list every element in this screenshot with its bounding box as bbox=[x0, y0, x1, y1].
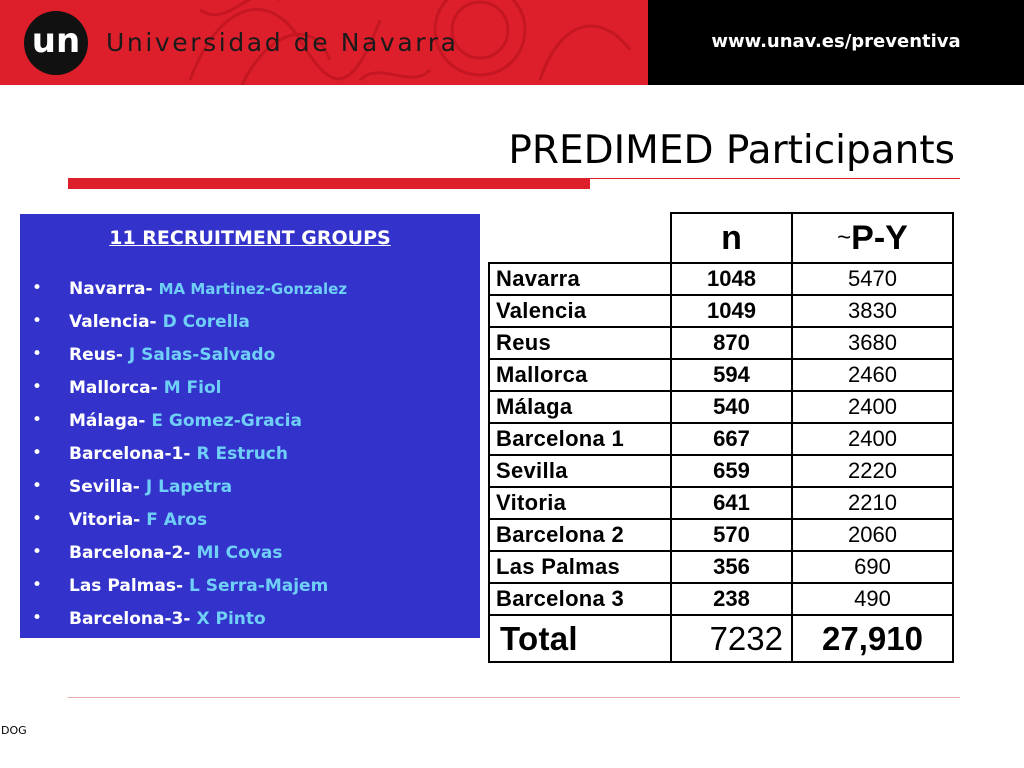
recruitment-heading: 11 RECRUITMENT GROUPS bbox=[109, 227, 391, 249]
py-cell: 2060 bbox=[792, 519, 953, 551]
site-cell: Málaga bbox=[489, 391, 671, 423]
recruitment-groups-box bbox=[20, 214, 480, 638]
table-row bbox=[489, 295, 953, 327]
footer-divider bbox=[68, 697, 960, 698]
bullet-icon: • bbox=[32, 410, 43, 430]
n-cell: 641 bbox=[671, 487, 792, 519]
bullet-icon: • bbox=[32, 377, 43, 397]
py-cell: 3830 bbox=[792, 295, 953, 327]
n-cell: 659 bbox=[671, 455, 792, 487]
site-cell: Barcelona 2 bbox=[489, 519, 671, 551]
header-banner bbox=[0, 0, 648, 85]
page-title: PREDIMED Participants bbox=[508, 128, 955, 173]
principal-investigator: D Corella bbox=[162, 312, 250, 332]
bullet-icon: • bbox=[32, 575, 43, 595]
table-row bbox=[489, 455, 953, 487]
site-cell: Vitoria bbox=[489, 487, 671, 519]
n-cell: 356 bbox=[671, 551, 792, 583]
site-cell: Valencia bbox=[489, 295, 671, 327]
site-cell: Reus bbox=[489, 327, 671, 359]
table-row bbox=[489, 327, 953, 359]
total-py: 27,910 bbox=[792, 615, 953, 662]
table-row bbox=[489, 583, 953, 615]
n-cell: 540 bbox=[671, 391, 792, 423]
site-name: Barcelona-2- bbox=[69, 543, 191, 563]
site-name: Vitoria- bbox=[69, 510, 141, 530]
bullet-icon: • bbox=[32, 542, 43, 562]
header-py-label: P-Y bbox=[851, 218, 908, 257]
site-cell: Barcelona 1 bbox=[489, 423, 671, 455]
header-person-years bbox=[792, 213, 953, 263]
py-cell: 5470 bbox=[792, 263, 953, 295]
py-cell: 2400 bbox=[792, 391, 953, 423]
py-cell: 690 bbox=[792, 551, 953, 583]
bullet-icon: • bbox=[32, 608, 43, 628]
bullet-icon: • bbox=[32, 311, 43, 331]
principal-investigator: J Lapetra bbox=[145, 477, 233, 497]
table-row bbox=[489, 519, 953, 551]
site-name: Barcelona-1- bbox=[69, 444, 191, 464]
site-cell: Navarra bbox=[489, 263, 671, 295]
py-cell: 3680 bbox=[792, 327, 953, 359]
principal-investigator: R Estruch bbox=[196, 444, 288, 464]
site-name: Mallorca- bbox=[69, 378, 158, 398]
bullet-icon: • bbox=[32, 509, 43, 529]
site-name: Barcelona-3- bbox=[69, 609, 191, 629]
university-logo: un bbox=[24, 11, 88, 75]
footer-initials: DOG bbox=[1, 724, 27, 737]
site-name: Las Palmas- bbox=[69, 576, 184, 596]
n-cell: 870 bbox=[671, 327, 792, 359]
n-cell: 238 bbox=[671, 583, 792, 615]
n-cell: 570 bbox=[671, 519, 792, 551]
site-cell: Sevilla bbox=[489, 455, 671, 487]
site-cell: Las Palmas bbox=[489, 551, 671, 583]
n-cell: 594 bbox=[671, 359, 792, 391]
site-cell: Mallorca bbox=[489, 359, 671, 391]
total-n: 7232 bbox=[671, 615, 792, 662]
principal-investigator: MA Martinez-Gonzalez bbox=[158, 280, 348, 298]
table-row bbox=[489, 263, 953, 295]
py-cell: 2210 bbox=[792, 487, 953, 519]
table-row bbox=[489, 551, 953, 583]
n-cell: 1048 bbox=[671, 263, 792, 295]
principal-investigator: X Pinto bbox=[196, 609, 266, 629]
principal-investigator: M Fiol bbox=[163, 378, 222, 398]
university-name: Universidad de Navarra bbox=[106, 28, 459, 57]
principal-investigator: MI Covas bbox=[196, 543, 283, 563]
participants-table bbox=[488, 212, 954, 663]
total-label: Total bbox=[489, 615, 671, 662]
title-underline-thick bbox=[68, 178, 590, 189]
site-name: Reus- bbox=[69, 345, 123, 365]
principal-investigator: J Salas-Salvado bbox=[128, 345, 276, 365]
header-blank-cell bbox=[489, 213, 671, 263]
table-row bbox=[489, 359, 953, 391]
n-cell: 1049 bbox=[671, 295, 792, 327]
site-name: Sevilla- bbox=[69, 477, 140, 497]
py-cell: 490 bbox=[792, 583, 953, 615]
principal-investigator: F Aros bbox=[146, 510, 208, 530]
table-row bbox=[489, 391, 953, 423]
bullet-icon: • bbox=[32, 443, 43, 463]
table-total-row bbox=[489, 615, 953, 662]
approx-symbol: ~ bbox=[837, 223, 852, 251]
n-cell: 667 bbox=[671, 423, 792, 455]
py-cell: 2460 bbox=[792, 359, 953, 391]
site-name: Valencia- bbox=[69, 312, 157, 332]
site-name: Málaga- bbox=[69, 411, 146, 431]
principal-investigator: L Serra-Majem bbox=[189, 576, 329, 596]
table-row bbox=[489, 423, 953, 455]
website-url: www.unav.es/preventiva bbox=[711, 31, 961, 52]
title-underline-thin bbox=[590, 178, 960, 179]
bullet-icon: • bbox=[32, 476, 43, 496]
site-cell: Barcelona 3 bbox=[489, 583, 671, 615]
site-name: Navarra- bbox=[69, 279, 153, 299]
py-cell: 2400 bbox=[792, 423, 953, 455]
table-row bbox=[489, 487, 953, 519]
principal-investigator: E Gomez-Gracia bbox=[151, 411, 302, 431]
py-cell: 2220 bbox=[792, 455, 953, 487]
header-n: n bbox=[671, 213, 792, 263]
bullet-icon: • bbox=[32, 278, 43, 298]
bullet-icon: • bbox=[32, 344, 43, 364]
table-header-row bbox=[489, 213, 953, 263]
